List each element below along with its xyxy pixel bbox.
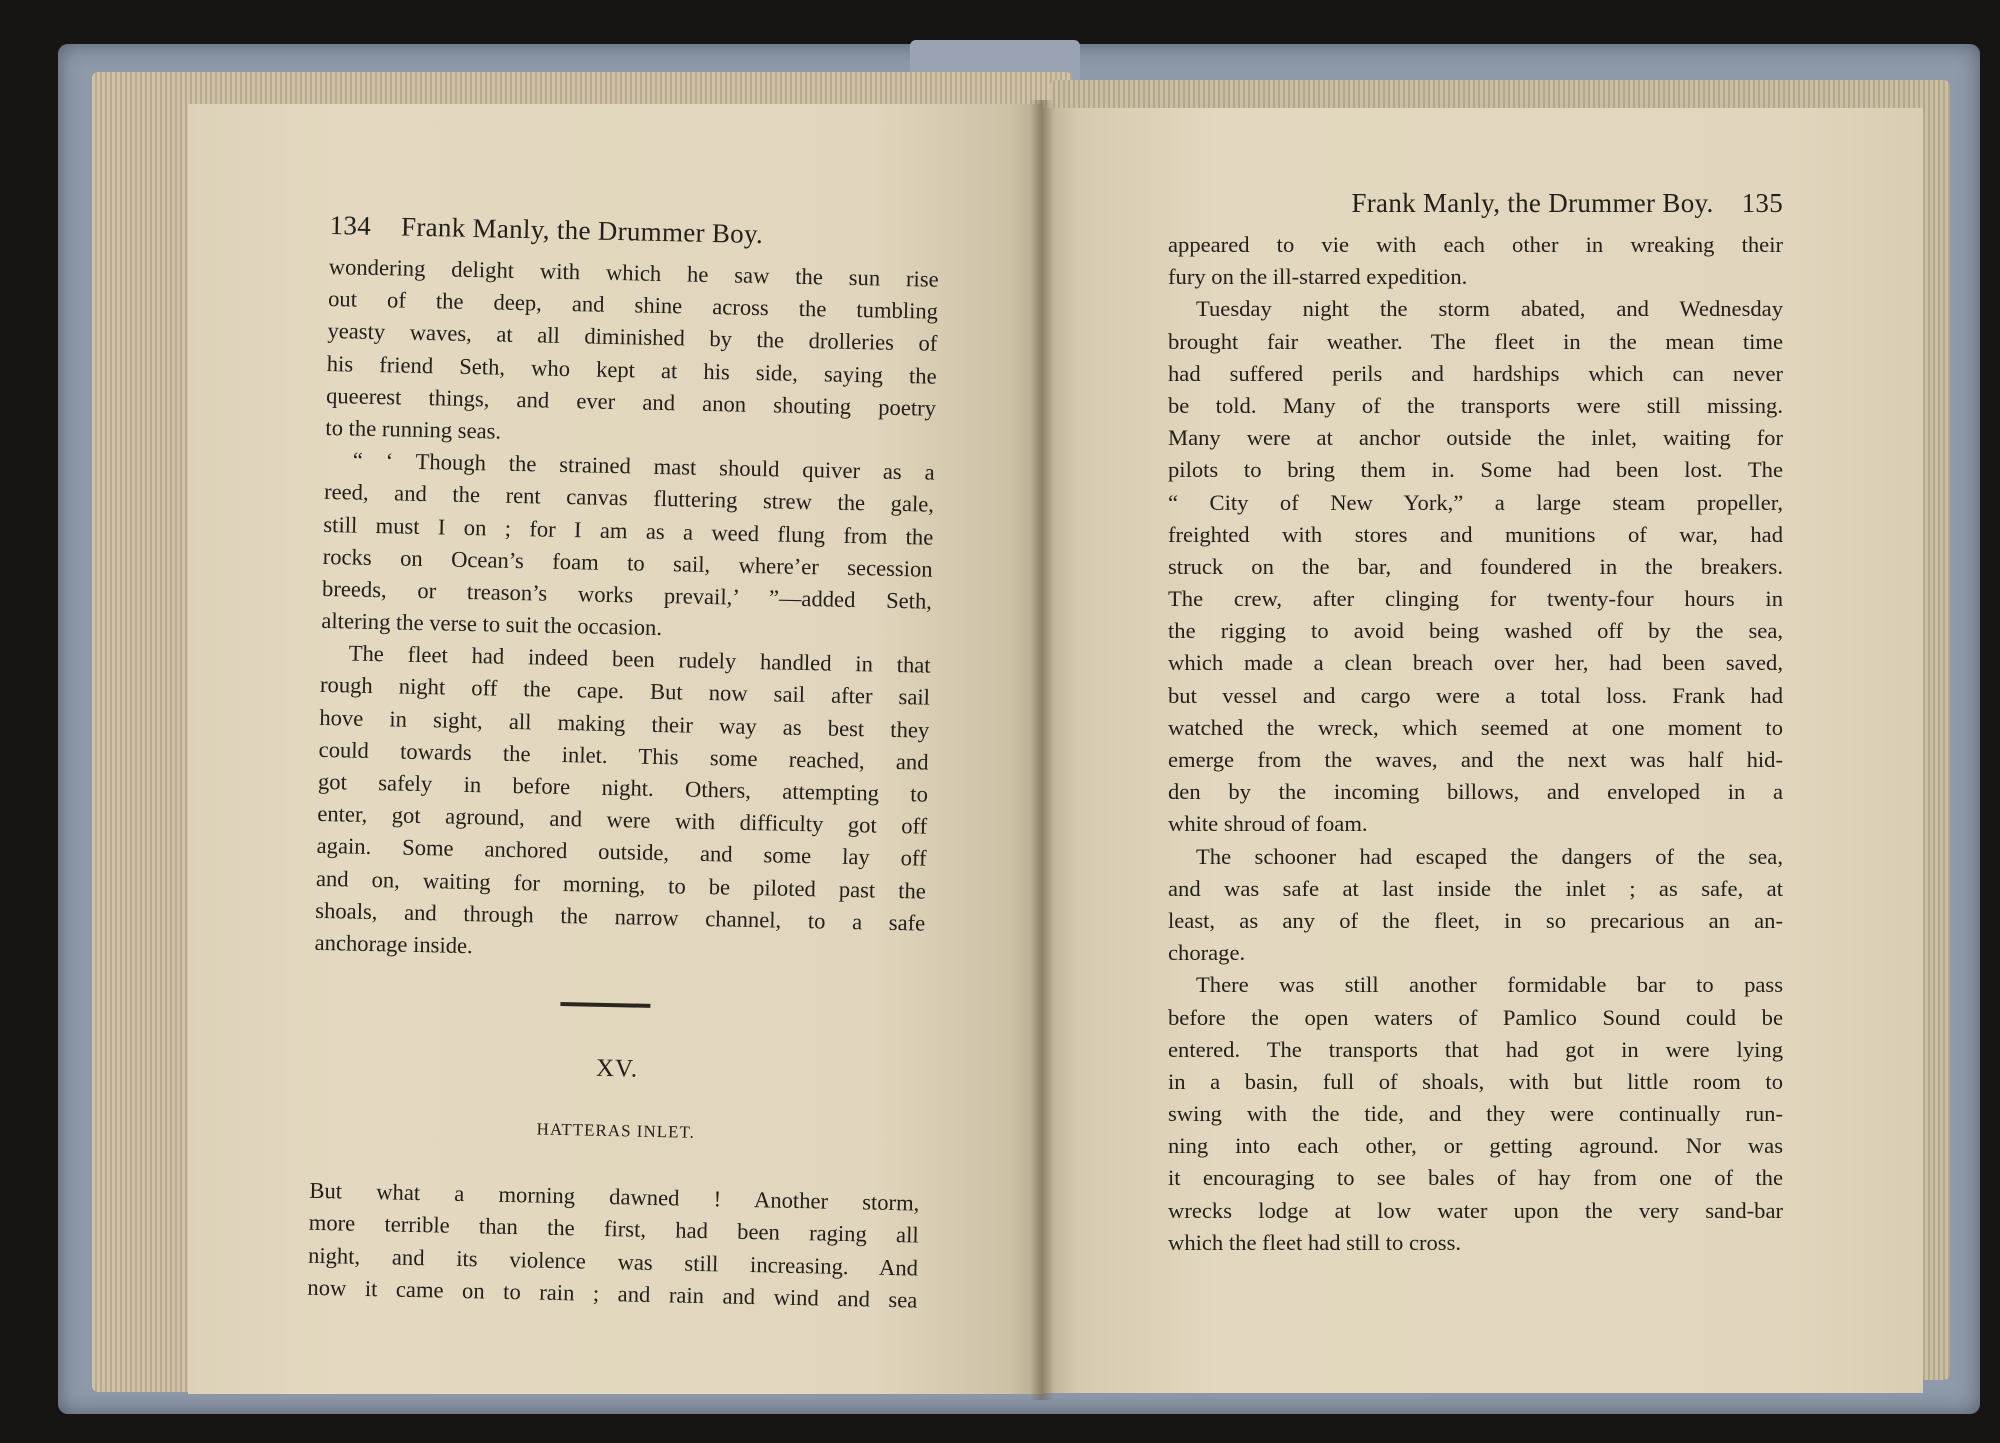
text-line: den by the incoming billows, and enveloped in a [1168, 779, 1783, 805]
text-line: “ ‘ Though the strained mast should quiver as a [352, 447, 935, 485]
text-line: entered. The transports that had got in were lying [1168, 1036, 1783, 1062]
text-line: enter, got aground, and were with difficulty got off [317, 801, 928, 839]
text-line: the rigging to avoid being washed off by the sea, [1168, 618, 1783, 644]
text-line: emerge from the waves, and the next was half hid- [1168, 747, 1783, 772]
text-line: now it came on to rain ; and rain and wind and sea [307, 1274, 918, 1313]
text-line: it encouraging to see bales of hay from one of the [1168, 1165, 1783, 1191]
text-line: out of the deep, and shine across the tumbling [327, 286, 939, 324]
chapter-divider [312, 959, 924, 1062]
text-line: ning into each other, or getting aground. Nor was [1168, 1133, 1783, 1159]
text-line: shoals, and through the narrow channel, to a safe [315, 897, 926, 936]
text-line: wondering delight with which he saw the sun rise [328, 253, 939, 292]
text-line: “ City of New York,” a large steam propeller, [1168, 489, 1783, 515]
text-line: The crew, after clinging for twenty-four hours in [1168, 586, 1783, 612]
right-running-head [1168, 188, 1783, 219]
right-body-lines [1168, 229, 1783, 1259]
text-line: be told. Many of the transports were still missing. [1168, 392, 1783, 418]
text-line: chorage. [1168, 940, 1246, 966]
text-line: rocks on Ocean’s foam to sail, where’er secession [322, 543, 933, 582]
text-line: his friend Seth, who kept at his side, saying the [326, 350, 937, 389]
text-line: night, and its violence was still increasing. And [307, 1242, 919, 1281]
text-line: still must I on ; for I am as a weed flung from the [323, 511, 934, 550]
text-line: could towards the inlet. This some reached, and [318, 736, 929, 775]
divider-rule [560, 1002, 650, 1008]
text-line: before the open waters of Pamlico Sound could be [1168, 1004, 1783, 1030]
text-line: freighted with stores and munitions of war, had [1168, 521, 1783, 547]
text-line: in a basin, full of shoals, with but little room to [1168, 1068, 1783, 1094]
text-line: breeds, or treason’s works prevail,’ ”—added Seth, [321, 575, 933, 614]
text-line: but vessel and cargo were a total loss. Frank had [1168, 682, 1783, 708]
text-line: anchorage inside. [314, 929, 473, 959]
text-line: and on, waiting for morning, to be piloted past the [315, 865, 927, 904]
text-line: white shroud of foam. [1168, 811, 1368, 837]
text-line: The schooner had escaped the dangers of the sea, [1196, 843, 1783, 869]
text-line: swing with the tide, and they were continually run- [1168, 1101, 1783, 1127]
left-body-lines [314, 251, 939, 972]
left-page-text [307, 210, 940, 1316]
text-line: which made a clean breach over her, had been saved, [1168, 650, 1783, 676]
chapter-number: XV. [595, 1054, 639, 1083]
text-line: again. Some anchored outside, and some lay off [316, 833, 927, 872]
right-running-title: Frank Manly, the Drummer Boy. [1351, 188, 1714, 218]
text-line: reed, and the rent canvas fluttering strew the gale, [323, 479, 935, 518]
text-line: hove in sight, all making their way as best they [319, 704, 930, 743]
chapter-body-lines [307, 1175, 920, 1316]
text-line: had suffered perils and hardships which can never [1168, 360, 1783, 386]
book-gutter [1030, 100, 1054, 1400]
text-line: and was safe at last inside the inlet ; as safe, at [1168, 875, 1783, 901]
text-line: pilots to bring them in. Some had been lost. The [1168, 457, 1783, 483]
text-line: appeared to vie with each other in wreaking their [1168, 232, 1783, 257]
left-running-title: Frank Manly, the Drummer Boy. [400, 211, 764, 250]
text-line: fury on the ill-starred expedition. [1168, 264, 1468, 290]
text-line: But what a morning dawned ! Another storm, [309, 1177, 920, 1216]
text-line: queerest things, and ever and anon shouting poetry [325, 382, 937, 421]
text-line: altering the verse to suit the occasion. [321, 607, 663, 641]
text-line: got safely in before night. Others, attempting to [317, 768, 929, 807]
text-line: The fleet had indeed been rudely handled in that [348, 640, 931, 678]
text-line: There was still another formidable bar to pass [1196, 972, 1783, 998]
text-line: brought fair weather. The fleet in the mean time [1168, 328, 1783, 354]
text-line: wrecks lodge at low water upon the very sand-bar [1168, 1197, 1783, 1223]
text-line: Many were at anchor outside the inlet, waiting for [1168, 425, 1783, 451]
text-line: watched the wreck, which seemed at one moment to [1168, 714, 1783, 740]
text-line: to the running seas. [325, 414, 502, 444]
text-line: Tuesday night the storm abated, and Wednesday [1196, 296, 1783, 322]
text-line: more terrible than the first, had been raging all [308, 1210, 919, 1248]
left-page-number: 134 [329, 210, 372, 241]
text-line: rough night off the cape. But now sail after sail [319, 672, 931, 711]
text-line: which the fleet had still to cross. [1168, 1229, 1462, 1255]
text-line: yeasty waves, at all diminished by the drolleries of [327, 318, 938, 357]
right-page-text [1168, 188, 1783, 1259]
chapter-title: HATTERAS INLET. [536, 1119, 696, 1142]
right-page-number: 135 [1741, 188, 1783, 218]
text-line: least, as any of the fleet, in so precarious an an- [1168, 907, 1783, 933]
text-line: struck on the bar, and foundered in the breakers. [1168, 553, 1783, 579]
